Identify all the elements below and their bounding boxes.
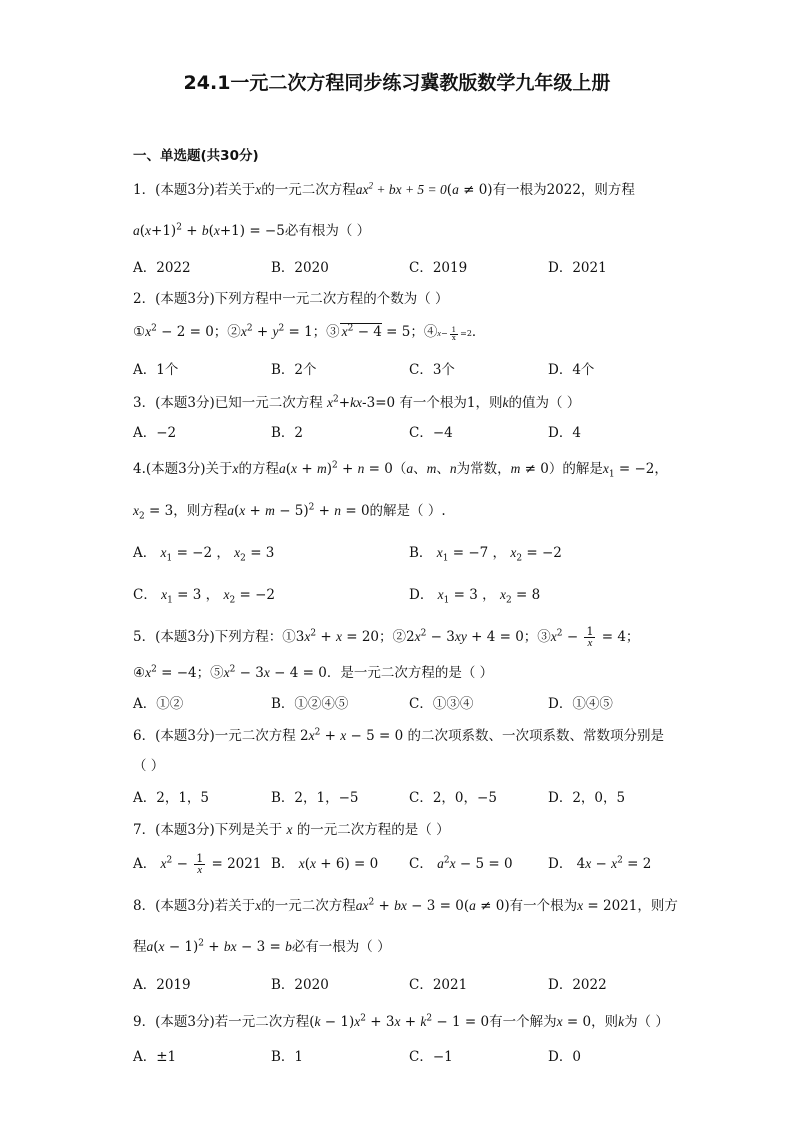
q3-text-b: 有一个根为1，则: [399, 395, 503, 411]
q5-text-a: 5．(本题3分)下列方程：: [133, 629, 283, 645]
math-x: x: [255, 182, 262, 197]
q1-equation-2: a: [133, 223, 140, 238]
q9-text-a: 9．(本题3分)若一元二次方程: [133, 1014, 310, 1030]
q1-equation: $ax^2$ + bx + 5 = 0: [355, 180, 447, 197]
q2-stem: 2．(本题3分)下列方程中一元二次方程的个数为（ ）: [133, 291, 449, 307]
q8-text-d: ，则方: [637, 898, 678, 914]
q7-option-b[interactable]: B． x(x + 6) = 0: [271, 856, 379, 872]
q9-text-d: 为（ ）: [624, 1014, 669, 1030]
q8-text-f: 必有一根为（ ）: [291, 939, 391, 955]
q1-option-c[interactable]: C．2019: [409, 260, 468, 276]
q9-option-c[interactable]: C．−1: [409, 1049, 453, 1065]
q1-option-a[interactable]: A．2022: [133, 260, 191, 276]
q5-option-a[interactable]: A．①②: [133, 696, 184, 712]
q6-option-b[interactable]: B．2，1，−5: [271, 790, 359, 806]
q2-option-b[interactable]: B．2个: [271, 362, 317, 378]
q4-text-c: （: [392, 461, 407, 477]
q4-option-c[interactable]: C． $x_1 = 3$ ， $x_2 = -2$: [133, 587, 275, 606]
q7-option-c[interactable]: C． $a^2x - 5 = 0$: [409, 855, 513, 872]
q4-option-a[interactable]: A． $x_1 = -2$ ， $x_2 = 3$: [133, 545, 275, 564]
q3-text-a: 3．(本题3分)已知一元二次方程: [133, 395, 323, 411]
q1-text-b: 的一元二次方程: [261, 182, 356, 198]
q8-stem-line1: 8．(本题3分)若关于x的一元二次方程$ax^2$ + bx − 3 = 0(a ≠ 0)有一个根为x = 2021，则方: [133, 897, 678, 914]
q8-text-e: 程: [133, 939, 147, 955]
q6-text-a: 6．(本题3分)一元二次方程: [133, 728, 296, 744]
q8-option-d[interactable]: D．2022: [548, 977, 607, 993]
q9-stem: 9．(本题3分)若一元二次方程$(k - 1)x^2 + 3x + k^2 - 1 = 0$有一个解为x = 0，则k为（ ）: [133, 1013, 669, 1030]
q6-option-c[interactable]: C．2，0，−5: [409, 790, 497, 806]
q4-text-a: 4.(本题3分)关于: [133, 461, 233, 477]
q7-option-d[interactable]: D． $4x - x^2 = 2$: [548, 855, 652, 872]
q1-stem-line1: 1．(本题3分)若关于x的一元二次方程$ax^2$ + bx + 5 = 0(a ≠ 0)有一根为2022，则方程: [133, 180, 635, 198]
q8-text-a: 8．(本题3分)若关于: [133, 898, 256, 914]
q4-text-d: 为常数，: [456, 461, 511, 477]
q4-stem-line1: 4.(本题3分)关于x的方程$a(x + m)^2 + n = 0(a$、m、n为常数，m ≠ 0）的解是$x_1 = -2$，: [133, 460, 668, 480]
q5-stem-line1: 5．(本题3分)下列方程：$①3x^2 + x = 20$；$②2x^2 - 3xy + 4 = 0$；$③x^2$ − $\frac{1}{x}$ = 4；: [133, 625, 640, 649]
q2-option-d[interactable]: D．4个: [548, 362, 595, 378]
q1-text-a: 1．(本题3分)若关于: [133, 182, 256, 198]
q5-text-b: ．是一元二次方程的是（ ）: [326, 665, 494, 681]
q6-text-b: 的二次项系数、一次项系数、常数项分别是: [407, 728, 665, 744]
q7-stem: 7．(本题3分)下列是关于 x 的一元二次方程的是（ ）: [133, 822, 450, 838]
q5-stem-line2: $④x^2 = -4$；$⑤x^2 - 3x - 4 = 0$．是一元二次方程的是（ ）: [133, 664, 494, 681]
page-title: 24.1一元二次方程同步练习冀教版数学九年级上册: [183, 72, 611, 94]
q3-option-b[interactable]: B．2: [271, 425, 304, 441]
q4-stem-line2: $x_2 = 3$，则方程$a(x + m - 5)^2 + n = 0$的解是（ ）.: [133, 502, 446, 522]
q6-stem-line2: （ ）: [133, 758, 165, 774]
q6-option-d[interactable]: D．2，0，5: [548, 790, 626, 806]
q4-text-e: ）的解是: [548, 461, 603, 477]
q3-option-d[interactable]: D．4: [548, 425, 581, 441]
q2-option-c[interactable]: C．3个: [409, 362, 455, 378]
q3-stem: 3．(本题3分)已知一元二次方程 $x^2+kx-3=0$ 有一个根为1，则k的值为（ ）: [133, 394, 581, 411]
q4-text-b: 的方程: [238, 461, 280, 477]
q8-option-b[interactable]: B．2020: [271, 977, 329, 993]
q7-option-a[interactable]: A． $x^2$ − $\frac{1}{x}$ = 2021: [133, 852, 262, 876]
q4-option-b[interactable]: B． $x_1 = -7$ ， $x_2 = -2$: [409, 545, 562, 564]
q5-option-d[interactable]: D．①④⑤: [548, 696, 613, 712]
q9-option-d[interactable]: D．0: [548, 1049, 581, 1065]
q6-option-a[interactable]: A．2，1，5: [133, 790, 210, 806]
q3-text-c: 的值为（ ）: [508, 395, 581, 411]
q9-option-b[interactable]: B．1: [271, 1049, 304, 1065]
q4-text-f: ，则方程: [173, 503, 228, 519]
q1-option-d[interactable]: D．2021: [548, 260, 607, 276]
q6-stem-line1: 6．(本题3分)一元二次方程 $2x^2 + x - 5 = 0$ 的二次项系数、一次项系数、常数项分别是: [133, 727, 665, 744]
q9-option-a[interactable]: A．±1: [133, 1049, 177, 1065]
q7-text-b: 的一元二次方程的是（ ）: [296, 822, 450, 838]
q9-text-c: ，则: [591, 1014, 619, 1030]
q8-stem-line2: 程$a(x - 1)^2$ + bx − 3 = b必有一根为（ ）: [133, 938, 391, 955]
q8-option-c[interactable]: C．2021: [409, 977, 468, 993]
q3-option-a[interactable]: A．−2: [133, 425, 177, 441]
q9-text-b: 有一个解为: [489, 1014, 557, 1030]
q5-option-c[interactable]: C．①③④: [409, 696, 474, 712]
q1-text-d: 必有根为（ ）: [284, 223, 371, 239]
q8-option-a[interactable]: A．2019: [133, 977, 191, 993]
q7-text-a: 7．(本题3分)下列是关于: [133, 822, 283, 838]
q4-option-d[interactable]: D． $x_1 = 3$ ， $x_2 = 8$: [409, 587, 541, 606]
q4-text-g: 的解是（ ）.: [369, 503, 446, 519]
q3-option-c[interactable]: C．−4: [409, 425, 453, 441]
q8-text-c: 有一个根为: [509, 898, 578, 914]
q5-option-b[interactable]: B．①②④⑤: [271, 696, 349, 712]
q8-text-b: 的一元二次方程: [261, 898, 356, 914]
q1-text-c: 有一根为2022，则方程: [492, 182, 635, 198]
q1-stem-line2: $a(x+1)^2 + b(x+1) = -5$必有根为（ ）: [133, 222, 371, 239]
q2-option-a[interactable]: A．1个: [133, 362, 179, 378]
q2-equations: $①x^2 - 2 = 0$；$②x^2 + y^2 = 1$；③ $x^2 - 4 = 5$；④x− $\frac{1}{x}$ =2．: [133, 323, 486, 342]
section-heading: 一、单选题(共30分): [133, 148, 259, 164]
q1-option-b[interactable]: B．2020: [271, 260, 329, 276]
